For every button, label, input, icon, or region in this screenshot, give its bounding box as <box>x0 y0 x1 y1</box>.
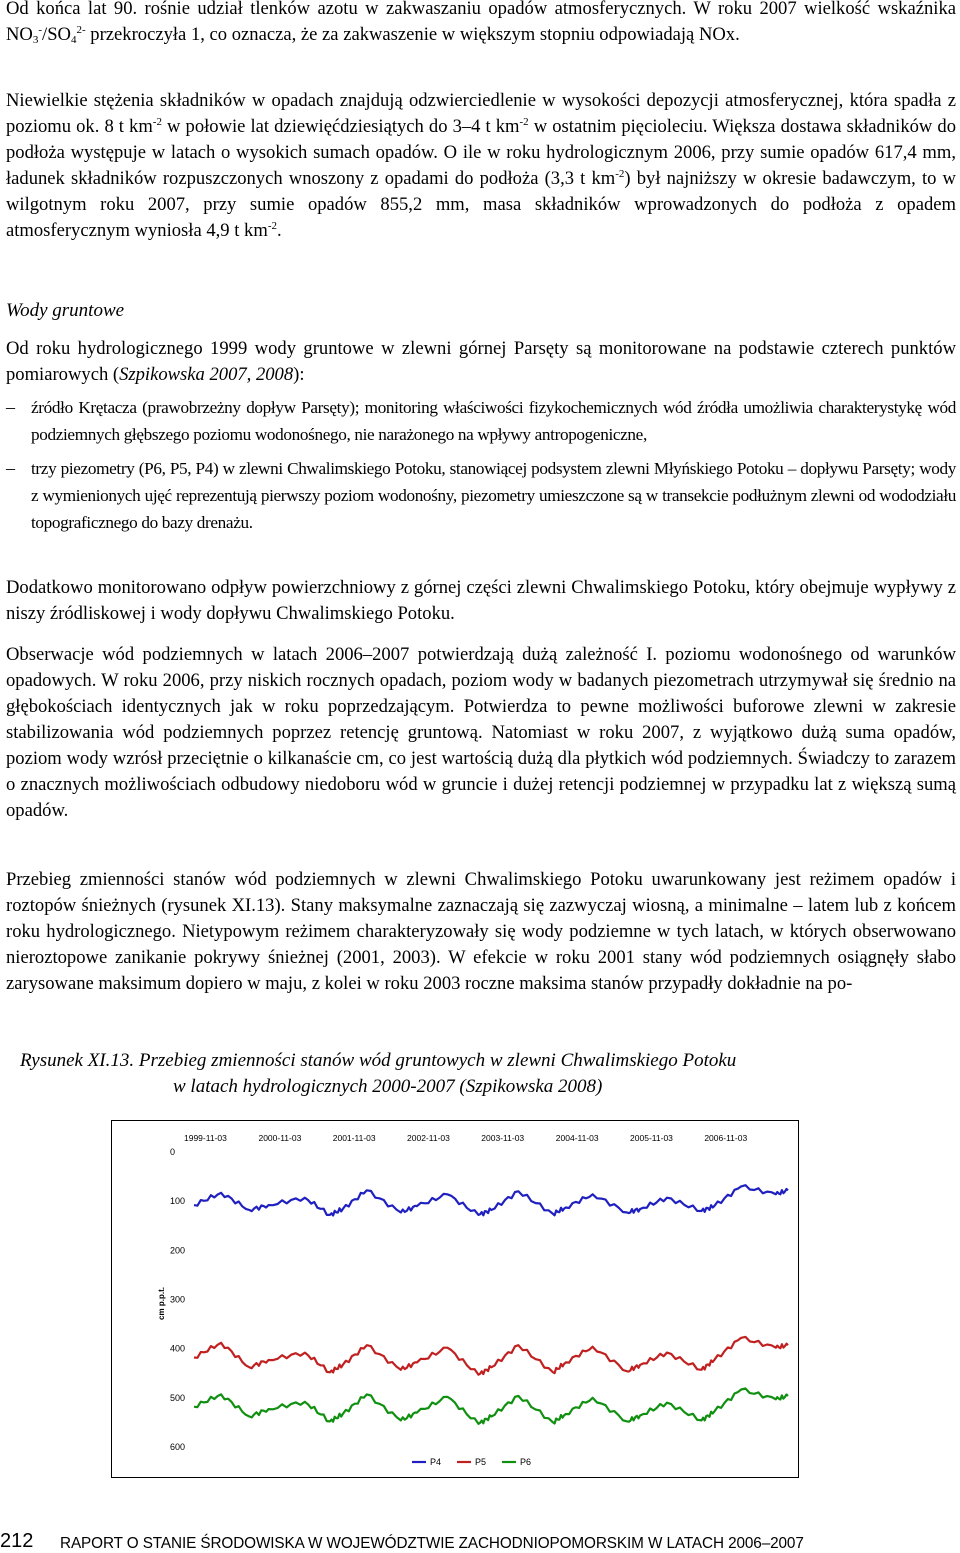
chart-svg <box>112 1121 798 1477</box>
x-tick-label: 2004-11-03 <box>555 1133 599 1143</box>
section-heading: Wody gruntowe <box>6 300 125 321</box>
groundwater-chart <box>111 1120 799 1478</box>
y-tick-label: 0 <box>170 1147 176 1157</box>
paragraph-regime: Przebieg zmienności stanów wód podziemnych w zlewni Chwalimskiego Potoku uwarunkowany jest reżimem opadów i roztopów śnieżnych (rysunek XI.13). Stany maksymalne zaznaczają się zazwyczaj wiosną, a minimalne – latem lub z końcem roku hydrologicznego. Nietypowym reżimem charakteryzowały się wody podziemne w tych latach, w których obserwowano nieroztopowe zanikanie pokrywy śnieżnej (2001, 2003). W efekcie w roku 2001 stany wód podziemnych osiągnęły słabo zarysowane maksimum dopiero w maju, z kolei w roku 2003 roczne maksima stanów przypadły dokładnie na po- <box>6 869 956 994</box>
y-tick-label: 600 <box>170 1442 186 1452</box>
figure-caption: Rysunek XI.13. Przebieg zmienności stanów wód gruntowych w zlewni Chwalimskiego Potoku w latach hydrologicznych 2000-2007 (Szpikowska 2008) <box>20 1050 737 1097</box>
list-dash: – <box>6 397 15 417</box>
legend-label-p4: P4 <box>430 1457 442 1467</box>
y-tick-label: 100 <box>170 1196 186 1207</box>
list-item: – trzy piezometry (P6, P5, P4) w zlewni Chwalimskiego Potoku, stanowiącej podsystem zlewni Młyńskiego Potoku – dopływu Parsęty; wody z wymienionych ujęć reprezentują pierwszy poziom wodonośny, piezometry umieszczone są w transekcie podłużnym zlewni od wododziału topograficznego do bazy drenażu. <box>6 455 956 536</box>
series-line-p4 <box>194 1185 788 1215</box>
monitoring-points-list <box>6 394 956 543</box>
legend-label-p6: P6 <box>520 1457 532 1467</box>
legend-label-p5: P5 <box>475 1457 487 1467</box>
y-tick-label: 300 <box>170 1294 186 1305</box>
x-tick-label: 2000-11-03 <box>258 1133 302 1143</box>
paragraph-monitoring: Od roku hydrologicznego 1999 wody gruntowe w zlewni górnej Parsęty są monitorowane na podstawie czterech punktów pomiarowych (Szpikowska 2007, 2008): <box>6 338 956 385</box>
x-tick-label: 2001-11-03 <box>332 1133 376 1143</box>
x-tick-label: 2002-11-03 <box>407 1133 450 1143</box>
x-tick-label: 2003-11-03 <box>481 1133 525 1143</box>
page-number: 212 <box>0 1530 34 1552</box>
x-tick-label: 1999-11-03 <box>184 1133 227 1143</box>
paragraph-deposition: Niewielkie stężenia składników w opadach znajdują odzwierciedlenie w wysokości depozycji atmosferycznej, która spadła z poziomu ok. 8 t $km^{-2}$ w połowie lat dziewięćdziesiątych do 3–4 t $km^{-2}$ w ostatnim pięcioleciu. Większa dostawa składników do podłoża występuje w latach o wysokich sumach opadów. O ile w roku hydrologicznym 2006, przy sumie opadów 617,4 mm, ładunek składników rozpuszczonych wnoszony z opadami do podłoża (3,3 t $km^{-2}$) był najniższy w okresie badawczym, to w wilgotnym roku 2007, przy sumie opadów 855,2 mm, masa składników wprowadzonych do podłoża z opadem atmosferycznym wyniosła 4,9 t $km^{-2}$. <box>6 90 957 241</box>
list-dash: – <box>6 458 15 478</box>
y-tick-label: 400 <box>170 1343 186 1354</box>
footer-title: RAPORT O STANIE ŚRODOWISKA W WOJEWÓDZTWIE ZACHODNIOPOMORSKIM W LATACH 2006–2007 <box>60 1535 804 1552</box>
paragraph-observations: Obserwacje wód podziemnych w latach 2006–2007 potwierdzają dużą zależność I. poziomu wodonośnego od warunków opadowych. W roku 2006, przy niskich rocznych opadach, poziom wody w badanych piezometrach utrzymywał się średnio na głębokościach identycznych jak w roku poprzedzającym. Potwierdza to pewne możliwości buforowe zlewni w zakresie stabilizowania wód podziemnych poprzez retencję gruntową. Natomiast w roku 2007, z wyjątkowo dużą suma opadów, poziom wody wzrósł przeciętnie o kilkanaście cm, co jest wartością dużą dla płytkich wód podziemnych. Świadczy to zarazem o znacznych możliwościach odbudowy niedoboru wód w gruncie i dużej retencji podziemnej w przypadku lat z większą sumą opadów. <box>6 644 956 821</box>
paragraph-acidification: Od końca lat 90. rośnie udział tlenków azotu w zakwaszaniu opadów atmosferycznych. W roku 2007 wielkość wskaźnika $NO_3^-/SO_4^{2-}$ przekroczyła 1, co oznacza, że za zakwaszenie w większym stopniu odpowiadają NOx. <box>6 0 956 46</box>
paragraph-surface-runoff: Dodatkowo monitorowano odpływ powierzchniowy z górnej części zlewni Chwalimskiego Potoku, który obejmuje wypływy z niszy źródliskowej i wody dopływu Chwalimskiego Potoku. <box>6 577 956 624</box>
x-tick-label: 2005-11-03 <box>630 1133 673 1143</box>
y-tick-label: 500 <box>170 1392 186 1403</box>
y-tick-label: 200 <box>170 1245 186 1256</box>
list-item: – źródło Krętacza (prawobrzeżny dopływ Parsęty); monitoring właściwości fizykochemicznych wód źródła umożliwia charakterystykę wód podziemnych głębszego poziomu wodonośnego, nie narażonego na wpływy antropogeniczne, <box>6 394 956 448</box>
x-tick-label: 2006-11-03 <box>704 1133 748 1143</box>
series-line-p6 <box>194 1389 788 1424</box>
y-axis-label: cm p.p.t. <box>157 1287 166 1320</box>
series-line-p5 <box>194 1337 788 1375</box>
